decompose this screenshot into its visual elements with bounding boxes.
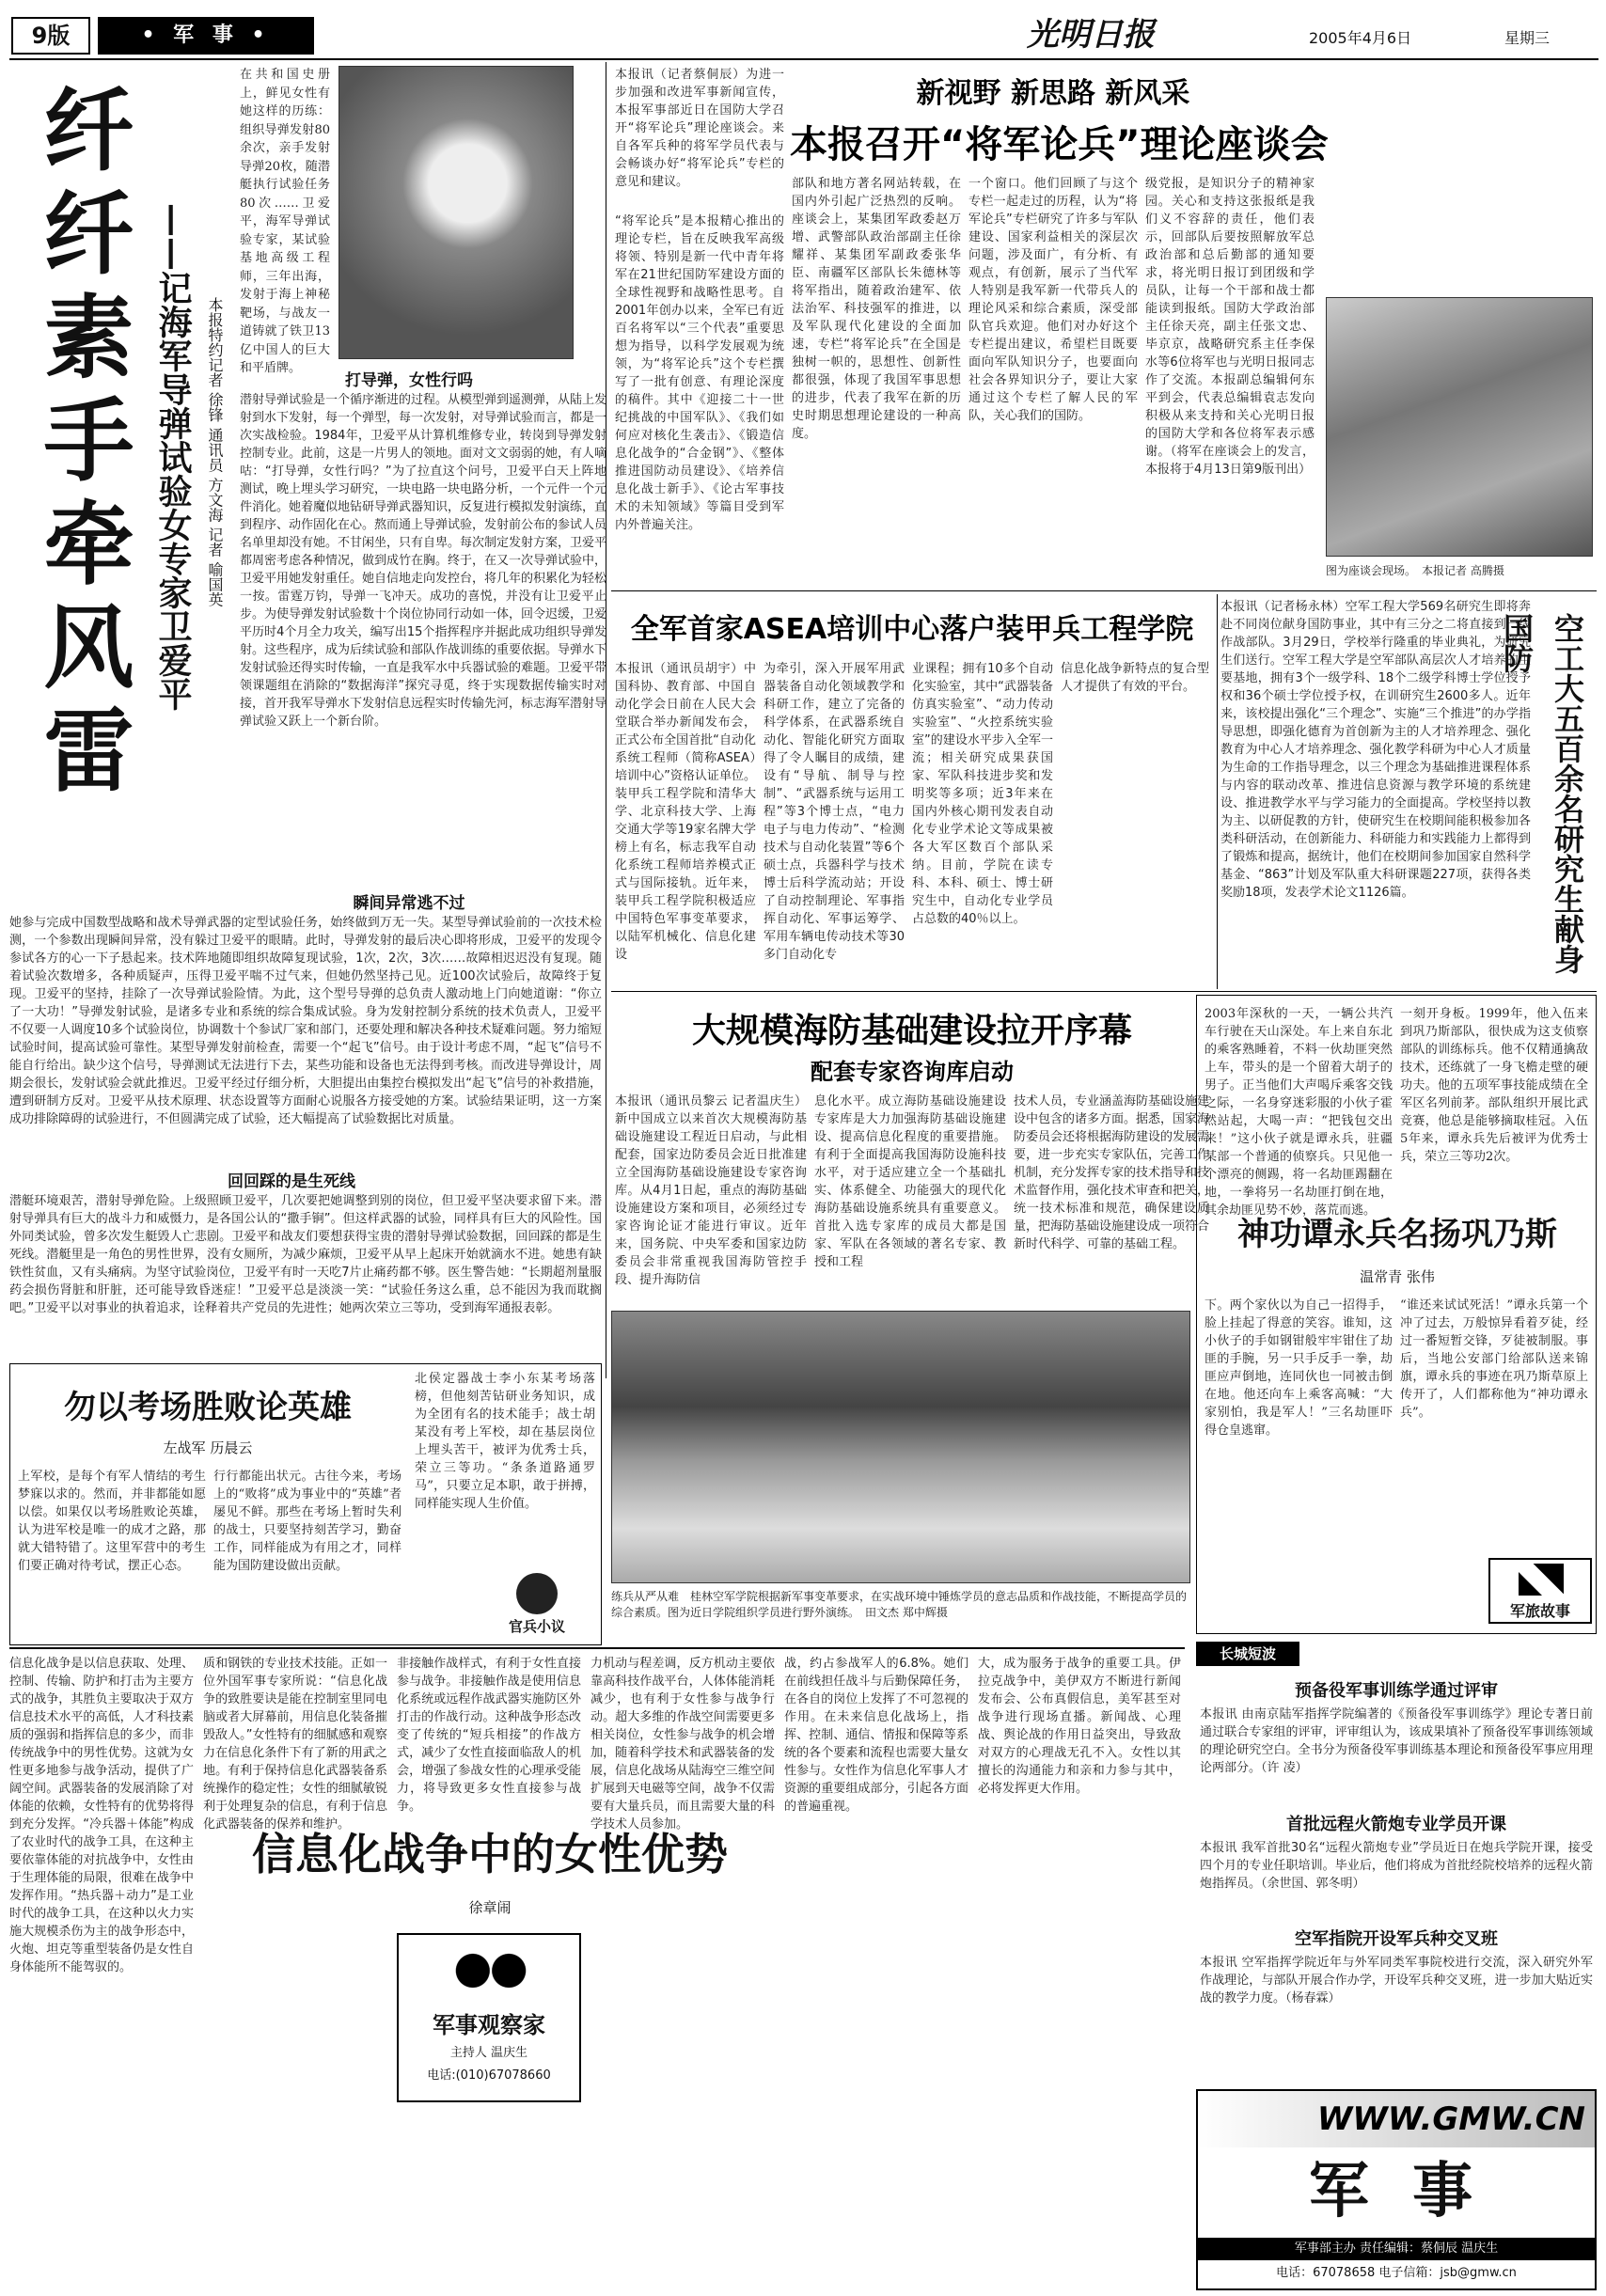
asea-col1: 本报讯（通讯员胡宇）中国科协、教育部、中国自动化学会日前在人民大会堂联合举办新闻发布会，正式公布全国首批“自动化系统工程师（简称ASEA）培训中心”资格认证单位。装甲兵工程学院和清华大学、北京科技大学、上海交通大学等19家名牌大学榜上有名，标志我军自动化系统工程师培养模式正式与国际接轨。近年来，装甲兵工程学院积极适应中国特色军事变革要求，以陆军机械化、信息化建设 [615, 662, 756, 962]
rule-asea-bottom [611, 991, 1597, 992]
forum-title: 本报召开“将军论兵”理论座谈会 [790, 123, 1329, 166]
coastal-subtitle: 配套专家咨询库启动 [811, 1059, 1014, 1085]
forum-intro: 本报讯（记者蔡侗辰）为进一步加强和改进军事新闻宣传，本报军事部近日在国防大学召开“将军论兵”理论座谈会。来自各军兵种的将军学员代表与会畅谈办好“将军论兵”专栏的意见和建议。 [615, 68, 784, 189]
section2-heading: 瞬间异常逃不过 [353, 894, 465, 913]
section-footer [1196, 2089, 1597, 2290]
observer-title: 军事观察家 [433, 2012, 545, 2038]
tan-col4: “谁还来试试死活！”谭永兵第一个冲了过去，万般惊异看着歹徒，经过一番短暂交锋，歹徒被制服。事后，当地公安部门给部队送来锦旗，谭永兵的事迹在巩乃斯草原上传开了，人们都称他为“神功谭永兵”。 [1400, 1298, 1588, 1420]
women-col1: 信息化战争是以信息获取、处理、控制、传输、防护和打击为主要方式的战争，其胜负主要取决于双方信息技术水平的高低，人才科技素质的强弱和指挥信息的多少，而非传统战争中的男性优势。这就为女性更多地参与战争活动，提供了广阔空间。武器装备的发展消除了对体能的依赖，女性特有的优势将得到充分发挥。“冷兵器＋体能”构成了农业时代的战争工具，在这种主要依靠体能的对抗战争中，女性由于生理体能的局限，很难在战争中发挥作用。“热兵器＋动力”是工业时代的战争工具，在这种以火力实施大规模杀伤为主的战争形态中，火炮、坦克等重型装备仍是女性自身体能所不能驾驭的。 [9, 1657, 194, 1974]
paper-name: 光明日报 [1027, 16, 1155, 54]
coastal-col3: 技术人员，专业涵盖海防基础设施建设中包含的诸多方面。据悉，国家海防委员会还将根据海防建设的发展需要，进一步充实专家队伍，完善工作机制，充分发挥专家的技术指导和技术监督作用，强化技术审查和把关，统一技术标准和规范，确保建设质量，把海防基础设施建设成一项符合新时代科学、可靠的基础工程。 [1014, 1094, 1210, 1251]
column-divider-2 [1217, 594, 1218, 989]
tan-col3: 下。两个家伙以为自己一招得手，脸上挂起了得意的笑容。谁知，这小伙子的手如钢钳般牢牢钳住了劫匪的手腕，另一只手反手一拳，劫匪应声倒地，连同伙也一同被击倒在地。他还向车上乘客高喊：“大家别怕，我是军人！”三名劫匪吓得仓皇逃窜。 [1204, 1298, 1393, 1438]
afeu-body: 本报讯（记者杨永林）空军工程大学569名研究生即将奔赴不同岗位献身国防事业，其中有三分之二将直接到一线作战部队。3月29日，学校举行隆重的毕业典礼，为研究生们送行。空军工程大学是空军部队高层次人才培养的主要基地，拥有3个一级学科、18个二级学科博士学位授予权和36个硕士学位授予权，在训研究生2600多人。近年来，该校提出强化“三个理念”、实施“三个推进”的办学指导思想，即强化德育为首创新为主的人才培养理念、强化教育为中心人才培养理念、强化教学科研为中心人才质量为生命的工作指导理念，以三个理念为基础推进课程体系与内容的联动改革、推进信息资源与教学环境的系统建设、推进教学水平与学习能力的全面提高。学校坚持以教为主、以研促教的方针，使研究生在校期间能积极参加各类科研活动，在创新能力、科研能力和实践能力上都得到了锻炼和提高，据统计，他们在校期间参加国家自然科学基金、“863”计划及军队重大科研课题227项，获得各类奖励18项，发表学术论文1126篇。 [1220, 600, 1531, 900]
photo-training-caption: 练兵从严从难 桂林空军学院根据新军事变革要求，在实战环境中锤炼学员的意志品质和作战技能，不断提高学员的综合素质。图为近日学院组织学员进行野外演练。 田文杰 郑中辉摄 [611, 1590, 1188, 1619]
story-asea [611, 594, 1213, 989]
women-title: 信息化战争中的女性优势 [252, 1829, 728, 1879]
asea-col4: 信息化战争新特点的复合型人才提供了有效的平台。 [1061, 662, 1209, 694]
tan-col2: 一刻开身板。1999年，他入伍来到巩乃斯部队，很快成为这支侦察部队的训练标兵。他不仅精通擒敌技术，还练就了一身飞檐走壁的硬功夫。他的五项军事技能成绩在全军区名列前茅。部队组织开展比武竞赛，他总是能够摘取桂冠。入伍5年来，谭永兵先后被评为优秀士兵，荣立三等功2次。 [1400, 1007, 1588, 1164]
story-intro: 在共和国史册上，鲜见女性有她这样的历练：组织导弹发射80余次，亲手发射导弹20枚，随潜艇执行试验任务80次……卫爱平，海军导弹试验专家，某试验基地高级工程师，三年出海，发射于海上神秘靶场，与战友一道铸就了铁卫13亿中国人的巨大和平盾牌。 [240, 68, 330, 375]
forum-kicker: 新视野 新思路 新风采 [916, 77, 1190, 110]
section-banner: • 军 事 • [98, 17, 314, 55]
tan-byline: 温常青 张伟 [1360, 1268, 1435, 1285]
section3-body: 潜艇环境艰苦，潜射导弹危险。上级照顾卫爱平，几次要把她调整到别的岗位，但卫爱平坚决要求留下来。潜射导弹具有巨大的战斗力和威慑力，是各国公认的“撒手锏”。但这样武器的试验，同样具有巨大的风险性。国外同类试验，曾多次发生艇毁人亡悲剧。卫爱平和战友们要想获得宝贵的潜射导弹试验数据，回回踩的都是生死线。潜艇里是一角色的男性世界，没有女厕所，为减少麻烦，卫爱平从早上起床开始就滴水不进。她患有缺铁性贫血，又有头痛病。为坚守试验岗位，卫爱平有时一天吃7片止痛药都不够。医生警告她：“长期超剂量服药会损伤肾脏和肝脏，还可能导致昏迷症！”卫爱平总是淡淡一笑：“试验任务这么重，总不能因为我而耽搁吧。”卫爱平以对事业的执着追求，诠释着共产党员的先进性；她两次荣立三等功，受到海军通报表彰。 [9, 1194, 602, 1315]
story-tan-yongbing [1196, 995, 1597, 1634]
exam-col2: 行行都能出状元。古往今来，考场上的“败将”成为事业中的“英雄”者屡见不鲜。那些在考场上暂时失利的战士，只要坚持刻苦学习，勤奋工作，同样能成为有用之才，同样能为国防建设做出贡献。 [213, 1470, 402, 1573]
masthead [0, 0, 1606, 60]
briefs-label: 长城短波 [1196, 1642, 1299, 1666]
observer-phone: 电话:(010)67078660 [427, 2068, 551, 2083]
rule-lower-section [9, 1647, 1185, 1649]
issue-weekday: 星期三 [1504, 29, 1551, 47]
masthead-rule [9, 58, 1598, 60]
brief-3-body: 本报讯 空军指挥学院近年与外军同类军事院校进行交流，深入研究外军作战理论，与部队开展合作办学，开设军兵种交叉班，进一步加大贴近实战的教学力度。（杨春霖） [1200, 1956, 1593, 2005]
brief-2-body: 本报讯 我军首批30名“远程火箭炮专业”学员近日在炮兵学院开课，接受四个月的专业任职培训。毕业后，他们将成为首批经院校培养的远程火箭炮指挥员。（余世国、郭冬明） [1200, 1841, 1593, 1891]
women-col2-top: 质和钢铁的专业技术技能。正如一位外国军事专家所说：“信息化战争的致胜要诀是能在控制室里同电脑或者大屏幕前，用信息化装备摧毁敌人。”女性特有的细腻感和观察力在信息化条件下有了新的用武之地。有利于保持信息化武器装备系统操作的稳定性；女性的细腻敏锐利于处理复杂的信息，有利于信息化武器装备的保养和维护。 [203, 1657, 387, 1832]
women-col3-top: 非接触作战样式，有利于女性直接参与战争。非接触作战是使用信息化系统或远程作战武器实施防区外打击的作战行动。这种战争形态改变了传统的“短兵相接”的作战方式，减少了女性直接面临敌人的机会，增强了参战女性的心理承受能力，将导致更多女性直接参与战争。 [397, 1657, 581, 1814]
women-col5: 战，约占参战军人的6.8%。她们在前线担任战斗与后勤保障任务，在各自的岗位上发挥了不可忽视的作用。在未来信息化战场上，指挥、控制、通信、情报和保障等系统的各个要素和流程也需要大量女性参与。女性作为信息化军事人才资源的重要组成部分，引起各方面的普遍重视。 [784, 1657, 968, 1814]
story-subtitle: ——记海军导弹试验女专家卫爱平 [153, 203, 193, 711]
story-coastal [611, 995, 1213, 1305]
section2-body: 她参与完成中国数型战略和战术导弹武器的定型试验任务，始终做到万无一失。某型导弹试验前的一次技术检测，一个参数出现瞬间异常，没有躲过卫爱平的眼睛。此时，导弹发射的最后决心即将形成，卫爱平的发现令参试各方的心一下子悬起来。技术阵地随即组织故障复现试验，1次，2次，3次……故障相迟迟没有复现。随着试验次数增多，各种质疑声，压得卫爱平喘不过气来，但她仍然坚持己见。近100次试验后，故障终于复现。卫爱平的坚持，挂除了一次导弹试验险情。为此，这个型号导弹的总负责人激动地上门向她道谢：“你立了一大功！”导弹发射试验，是诸多专业和系统的综合集成试验。身为发射控制分系统的技术负责人，卫爱平不仅要一人调度10多个试验岗位，协调数十个参试厂家和部门，还要处理和解决各种技术疑难问题。努力缩短试验时间，提高试验可靠性。某型导弹发射前检查，需要一个“起飞”信号。由于设计考虑不周，“起飞”信号不能自行给出。缺少这个信号，导弹测试无法进行下去，某些功能和设备也无法得到考核。而改进导弹设计，周期会很长，发射试验会就此推迟。卫爱平经过仔细分析，大胆提出由集控台模拟发出“起飞”信号的补救措施，遭到研制方反对。卫爱平从技术原理、状态设置等方面耐心说服各方接受她的方案。试验结果证明，这一方案成功排除障碍的试验进行，不但圆满完成了试验，还大幅提高了试验数据比对质量。 [9, 916, 602, 1126]
story-byline: 本报特约记者 徐锋 通讯员 方文海 记者 喻国英 [206, 297, 224, 607]
photo-training [611, 1311, 1190, 1583]
brief-1-body: 本报讯 由南京陆军指挥学院编著的《预备役军事训练学》理论专著日前通过联合专家组的评审，评审组认为，该成果填补了预备役军事训练领域的理论研究空白。全书分为预备役军事训练基本理论和预备役军事应用理论两部分。（许 凌） [1200, 1707, 1593, 1775]
website-banner: WWW.GMW.CN [1198, 2091, 1595, 2147]
briefs-panel [1196, 1642, 1597, 2084]
soldier-silhouette-icon [516, 1573, 558, 1614]
photo-meeting-caption: 图为座谈会现场。 本报记者 高腾摄 [1326, 564, 1504, 577]
story-female-expert [9, 62, 607, 1350]
issue-date: 2005年4月6日 [1309, 29, 1412, 47]
brief-1-title: 预备役军事训练学通过评审 [1295, 1681, 1498, 1701]
tan-title: 神功谭永兵名扬巩乃斯 [1237, 1216, 1557, 1253]
women-col2-bottom [203, 1933, 387, 2285]
story-women-info-war [9, 1651, 1185, 2290]
brief-3-title: 空军指院开设军兵种交叉班 [1295, 1929, 1498, 1949]
forum-col5 [1326, 66, 1593, 291]
forum-col2: 部队和地方著名网站转载，在国内外引起广泛热烈的反响。座谈会上，某集团军政委赵万增、武警部队政治部副主任徐耀祥、某集团军副政委张华臣、南疆军区部队长朱德林等将军指出，随着政治建军、依法治军、科技强军的推进，以及军队现代化建设的全面加速，专栏“将军论兵”在全国是独树一帜的，思想性、创新性都很强，体现了我国军事思想的进步，代表了我军在新的历史时期思想理论建设的一种高度。 [792, 177, 961, 441]
women-byline: 徐章闹 [468, 1899, 512, 1916]
forum-col4: 级党报，是知识分子的精神家园。关心和支持这张报纸是我们义不容辞的责任，他们表示，回部队后要按照解放军总政治部和总后勤部的通知要求，将光明日报订到团级和学员队，让每一个干部和战士都能读到报纸。国防大学政治部主任徐天亮，副主任张文忠、毕京京，战略研究系主任李保水等6位将军也与光明日报同志作了交流。本报副总编辑何东平到会，代表总编辑袁志发向积极从来支持和关心光明日报的国防大学和各位将军表示感谢。（将军在座谈会上的发言，本报将于4月13日第9版刊出） [1145, 177, 1315, 477]
observer-box [397, 1933, 581, 2102]
section1-heading: 打导弹，女性行吗 [345, 371, 473, 390]
exam-byline: 左战军 历晨云 [163, 1439, 253, 1456]
afeu-title: 空工大五百余名研究生献身国防 [1499, 613, 1585, 974]
section-big-title: 军 事 [1308, 2157, 1485, 2226]
exam-title: 勿以考场胜败论英雄 [64, 1389, 352, 1426]
editor-line: 军事部主办 责任编辑：蔡侗辰 温庆生 [1198, 2238, 1595, 2260]
observer-host: 主持人 温庆生 [449, 2046, 528, 2060]
asea-col3: 业课程；拥有10多个自动化实验室，其中“武器装备仿真实验室”、“动力传动实验室”、“火控系统实验室”的建设水平步入全军一流；相关研究成果获国家、军队科技进步奖和发明奖等多项；近3年来在国内外核心期刊发表自动化专业学术论文等成果被各大军区数百个部队采纳。目前，学院在读专科、本科、硕士、博士研究生中，自动化专业学员占总数的40％以上。 [912, 662, 1053, 926]
story-afeu [1220, 594, 1597, 989]
coastal-col1: 本报讯（通讯员黎云 记者温庆生）新中国成立以来首次大规模海防基础设施建设工程近日启动，与此相配套，国家边防委员会近日批准建立全国海防基础设施建设专家咨询库。从4月1日起，重点的海防基础设施建设方案和项目，必须经过专家咨询论证才能进行审议。近年来，国务院、中央军委和国家边防委员会非常重视我国海防管控手段、提升海防信 [615, 1094, 807, 1287]
story-forum [611, 62, 1597, 589]
women-col4-top: 力机动与程差调，反方机动主要依靠高科技作战平台，人体体能消耗减少，也有利于女性参与战争行动。超大多维的作战空间需要更多相关岗位，女性参与战争的机会增加，随着科学技术和武器装备的发展，信息化战场从陆海空三维空间扩展到天电磁等空间，战争不仅需要有大量兵员，而且需要大量的科学技术人员参加。 [590, 1657, 775, 1832]
exam-col3: 北侯定器战士李小东某考场落榜，但他刻苦钻研业务知识，成为全团有名的技术能手；战士胡某没有考上军校，却在基层岗位上埋头苦干，被评为优秀士兵，荣立三等功。“条条道路通罗马”，只要立足本职，敢于拼搏，同样能实现人生价值。 [415, 1372, 595, 1511]
tan-col1: 2003年深秋的一天，一辆公共汽车行驶在天山深处。车上来自东北的乘客熟睡着，不料一伙劫匪突然上车，带头的是一个留着大胡子的男子。正当他们大声喝斥乘客交钱之际，一名身穿迷彩服的小伙子霍然站起，大喝一声：“把钱包交出来！”这小伙子就是谭永兵，驻疆某部一个普通的侦察兵。只见他一个漂亮的侧踢，将一名劫匪踢翻在地，一拳将另一名劫匪打倒在地，其余劫匪见势不妙，落荒而逃。 [1204, 1007, 1393, 1218]
brief-2-title: 首批远程火箭炮专业学员开课 [1286, 1815, 1506, 1834]
page-number: 9版 [11, 17, 90, 55]
exam-col1: 上军校，是每个有军人情结的考生梦寐以求的。然而，并非都能如愿以偿。如果仅以考场胜败论英雄，认为进军校是唯一的成才之路，那就大错特错了。这里军营中的考生们要正确对待考试，摆正心态。 [18, 1470, 206, 1573]
section3-heading: 回回踩的是生死线 [228, 1172, 355, 1191]
story-title: 纤纤素手牵风雷 [29, 83, 134, 807]
section1-body: 潜射导弹试验是一个循序渐进的过程。从模型弹到遥测弹，从陆上发射到水下发射，每一个弹型，每一次发射，对导弹试验而言，都是一次实战检验。1984年，卫爱平从计算机维修专业，转岗到导弹发射控制专业。此前，这是一片男人的领地。面对文文弱弱的她，有人嘀咕：“打导弹，女性行吗？”为了拉直这个问号，卫爱平白天上阵地测试，晚上埋头学习研究，一块电路一块电路分析，一个元件一个元件消化。她着魔似地钻研导弹武器知识，反复进行模拟发射演练，直到程序、动作固化在心。熬而通上导弹试验，发射前公布的参试人员名单里却没有她。不甘闲坐，只有自卑。每次制定发射方案，卫爱平都周密考虑各种情况，做到成竹在胸。终于，在又一次导弹试验中，卫爱平用她发射重任。她自信地走向发控台，将几年的积累化为轻松一按。雷霆万钧，导弹一飞冲天。成功的喜悦，并没有让卫爱平止步。为使导弹发射试验数十个岗位协同行动如一体，回令迟缓，卫爱平历时4个月全力攻关，编写出15个指挥程序并据此成功组织导弹发射。这些程序，成为后续试验和部队作战训练的重要依据。导弹水下发射试验还得实时传输，一直是我军水中兵器试验的难题。卫爱平带领课题组在消除的“数据海洋”探究寻觅，终于实现数据传输实时对接，首开我军导弹水下发射信息远程实时传输先河，标志海军潜射导弹试验又跃上一个新台阶。 [240, 393, 607, 729]
binoculars-icon [446, 1942, 536, 1999]
photo-meeting [1326, 297, 1593, 557]
forum-col1: “将军论兵”是本报精心推出的理论专栏，旨在反映我军高级将领、特别是新一代中青年将军在21世纪国防军建设方面的全球性视野和战略性思考。自2001年创办以来，全军已有近百名将军以“三个代表”重要思想为指导，以科学发展观为统领，为“将军论兵”这个专栏撰写了一批有创意、有理论深度的稿件。其中《迎接二十一世纪挑战的中国军队》、《我们如何应对核化生袭击》、《锻造信息化战争的“合金钢”》、《整体推进国防动员建设》、《培养信息化战士新手》、《论古军事技术的未知领域》等篇目受到军内外普遍关注。 [615, 214, 784, 532]
contact-line: 电话：67078658 电子信箱：jsb@gmw.cn [1276, 2266, 1517, 2280]
tan-section-label: 军旅故事 [1509, 1602, 1570, 1620]
coastal-title: 大规模海防基础建设拉开序幕 [691, 1012, 1132, 1050]
asea-col2: 为牵引，深入开展军用武器装备自动化领域教学和科研工作，建立了完备的科学体系，在武器系统自动化、智能化研究方面取得了令人瞩目的成绩，建设有“导航、制导与控制”、“武器系统与运用工程”等3个博士点，“电力电子与电力传动”、“检测技术与自动化装置”等6个硕士点，兵器科学与技术博士后科学流动站；开设了自动控制理论、军事指挥自动化、军事运筹学、军用车辆电传动技术等30多门自动化专 [764, 662, 905, 962]
coastal-col2: 息化水平。成立海防基础设施建设专家库是大力加强海防基础设施建设、提高信息化程度的重要措施。有利于全面提高我国海防设施科技水平，对于适应建立全一个基础扎实、体系健全、功能强大的现代化海防基础设施系统具有重要意义。首批入选专家库的成员大都是国家、军队在各领域的著名专家、教授和工程 [814, 1094, 1006, 1269]
rule-forum-bottom [611, 590, 1597, 591]
exam-label: 官兵小议 [508, 1618, 565, 1635]
tan-section-logo [1488, 1558, 1592, 1624]
forum-col3: 一个窗口。他们回顾了与这个专栏一起走过的历程，认为“将军论兵”专栏研究了许多与军队建设、国家利益相关的深层次问题，涉及面广，有分析、有观点，有创新，展示了当代军人特别是我军新一代带兵人的理论风采和综合素质，深受部队官兵欢迎。他们对办好这个专栏提出建议，希望栏目既要面向军队知识分子，也要面向社会各界知识分子，要让大家通过这个专栏了解人民的军队，关心我们的国防。 [968, 177, 1138, 423]
women-col6: 大，成为服务于战争的重要工具。伊拉克战争中，美伊双方不断进行新闻发布会、公布真假信息，美军甚至对战争进行现场直播。新闻战、心理战、舆论战的作用日益突出，导致敌对双方的心理战无孔不入。女性以其擅长的沟通能力和亲和力参与其中，必将发挥更大作用。 [978, 1657, 1181, 1796]
asea-title: 全军首家ASEA培训中心落户装甲兵工程学院 [630, 613, 1194, 646]
women-col4-bottom [590, 1933, 775, 2285]
story-exam [9, 1363, 602, 1645]
soldier-icon [1519, 1564, 1564, 1596]
photo-portrait [339, 66, 574, 359]
exam-label-logo [480, 1573, 593, 1639]
